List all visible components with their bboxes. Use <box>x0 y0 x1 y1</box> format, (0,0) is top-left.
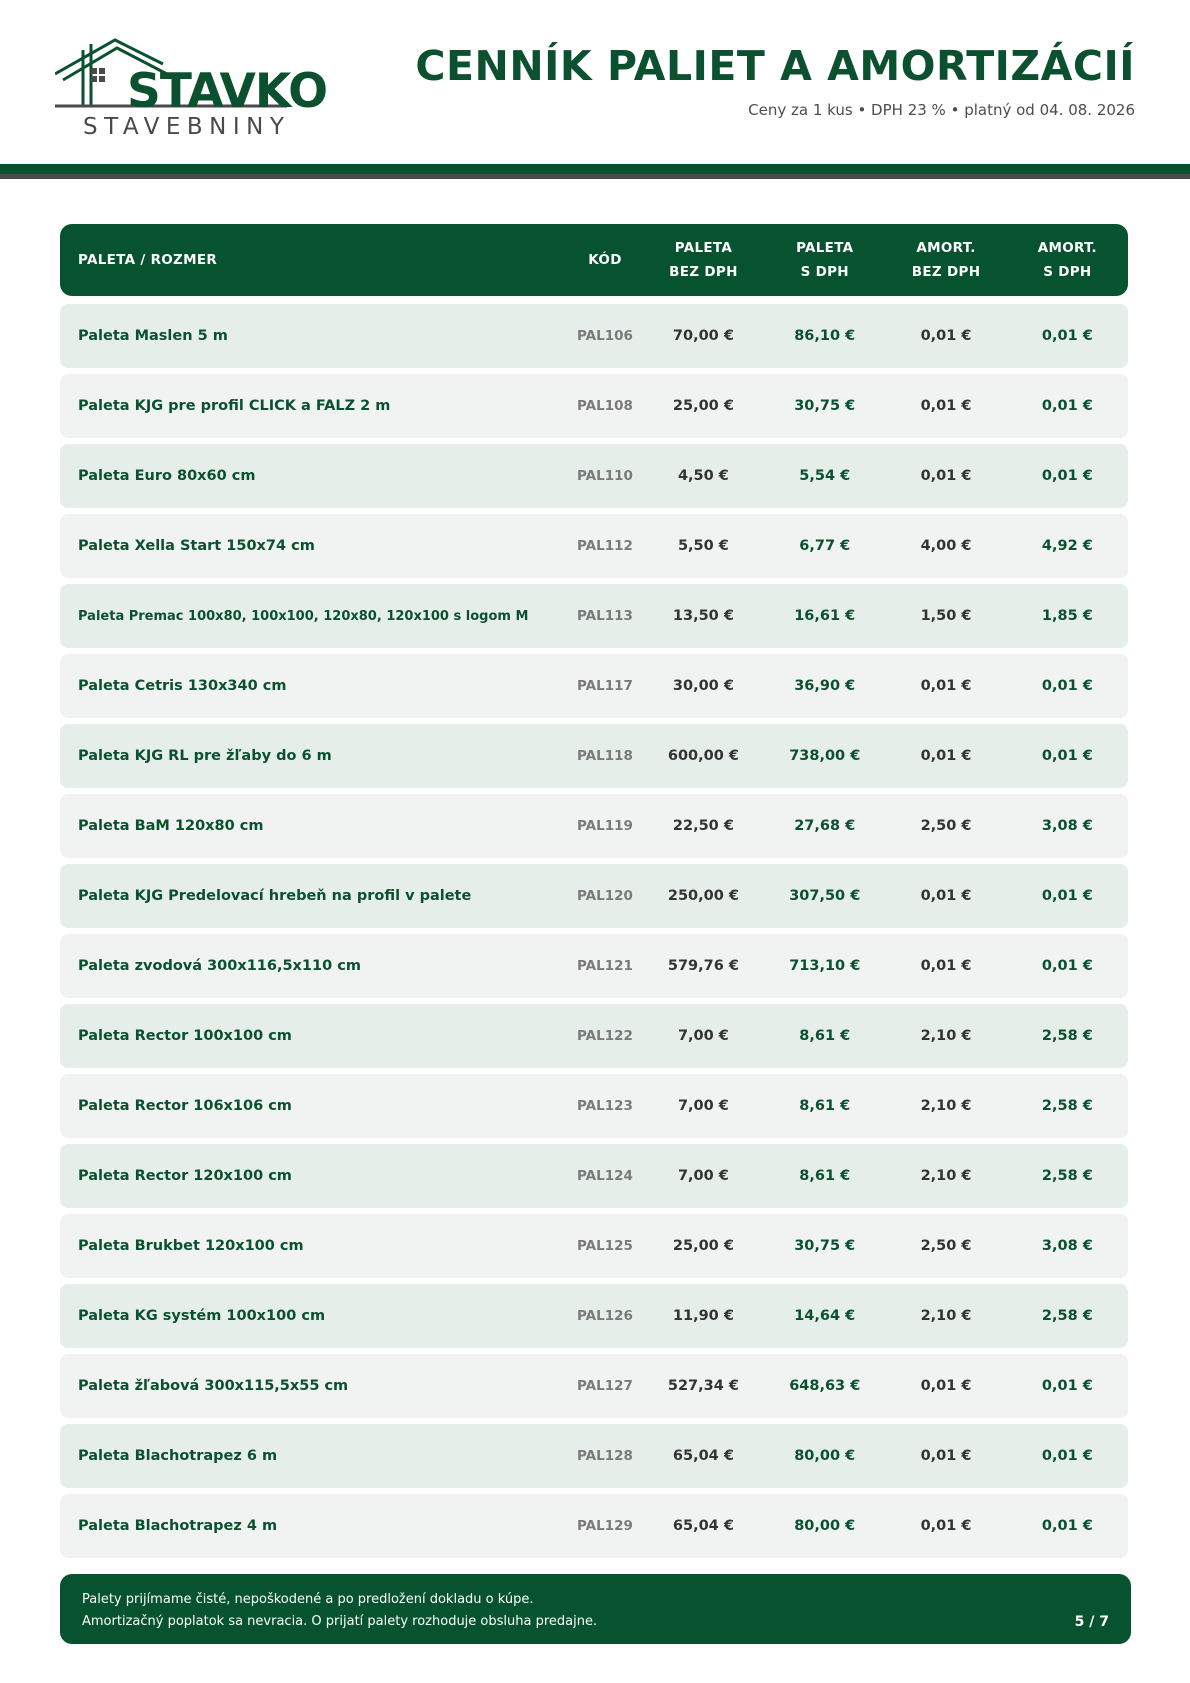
brand-tagline: STAVEBNINY <box>83 114 291 140</box>
row-amort-gross: 0,01 € <box>1041 958 1093 974</box>
row-pallet-gross: 738,00 € <box>789 748 861 764</box>
row-amort-net: 2,10 € <box>920 1028 972 1044</box>
row-name: Paleta žľabová 300x115,5x55 cm <box>78 1378 349 1394</box>
table-row <box>60 304 1128 368</box>
column-header-name: PALETA / ROZMER <box>78 252 218 268</box>
row-pallet-net: 527,34 € <box>667 1378 739 1394</box>
row-name: Paleta Blachotrapez 4 m <box>78 1518 278 1534</box>
table-row <box>60 654 1128 718</box>
column-header-code: KÓD <box>588 252 622 268</box>
row-amort-gross: 2,58 € <box>1041 1028 1093 1044</box>
row-name: Paleta Cetris 130x340 cm <box>78 678 287 694</box>
row-pallet-gross: 86,10 € <box>794 328 856 344</box>
row-pallet-gross: 80,00 € <box>794 1448 856 1464</box>
row-amort-gross: 0,01 € <box>1041 678 1093 694</box>
row-name: Paleta Maslen 5 m <box>78 328 228 344</box>
column-header-pallet-gross-line2: S DPH <box>800 264 849 280</box>
table-row <box>60 794 1128 858</box>
row-pallet-net: 65,04 € <box>672 1448 734 1464</box>
row-code: PAL129 <box>577 1518 633 1534</box>
row-code: PAL110 <box>577 468 633 484</box>
table-row <box>60 864 1128 928</box>
row-code: PAL122 <box>577 1028 633 1044</box>
row-pallet-gross: 8,61 € <box>799 1028 851 1044</box>
row-pallet-gross: 30,75 € <box>794 398 856 414</box>
column-header-amort-net <box>885 236 1006 284</box>
table-row <box>60 1284 1128 1348</box>
row-pallet-net: 25,00 € <box>672 398 734 414</box>
column-header-pallet-gross-line1: PALETA <box>796 240 854 256</box>
row-amort-net: 2,10 € <box>920 1308 972 1324</box>
table-row <box>60 1074 1128 1138</box>
column-header-pallet-gross <box>764 236 885 284</box>
footer-note-2: Amortizačný poplatok sa nevracia. O prijatí palety rozhoduje obsluha predajne. <box>82 1614 598 1629</box>
table-row <box>60 1354 1128 1418</box>
row-code: PAL117 <box>577 678 633 694</box>
row-name: Paleta Euro 80x60 cm <box>78 468 256 484</box>
row-amort-net: 0,01 € <box>920 678 972 694</box>
row-amort-gross: 2,58 € <box>1041 1168 1093 1184</box>
row-name: Paleta Blachotrapez 6 m <box>78 1448 278 1464</box>
row-amort-net: 1,50 € <box>920 608 972 624</box>
row-amort-gross: 0,01 € <box>1041 748 1093 764</box>
row-pallet-net: 65,04 € <box>672 1518 734 1534</box>
row-amort-gross: 0,01 € <box>1041 1448 1093 1464</box>
column-header-amort-gross <box>1007 236 1128 284</box>
row-name: Paleta Brukbet 120x100 cm <box>78 1238 304 1254</box>
row-pallet-gross: 80,00 € <box>794 1518 856 1534</box>
row-pallet-net: 250,00 € <box>667 888 739 904</box>
page-title: CENNÍK PALIET A AMORTIZÁCIÍ <box>415 42 1135 90</box>
row-code: PAL127 <box>577 1378 633 1394</box>
table-row <box>60 1494 1128 1558</box>
row-amort-gross: 0,01 € <box>1041 398 1093 414</box>
row-name: Paleta KJG pre profil CLICK a FALZ 2 m <box>78 398 391 414</box>
row-amort-net: 2,50 € <box>920 818 972 834</box>
row-pallet-net: 30,00 € <box>672 678 734 694</box>
row-code: PAL112 <box>577 538 633 554</box>
row-code: PAL120 <box>577 888 633 904</box>
row-name: Paleta KJG Predelovací hrebeň na profil v palete <box>78 888 472 904</box>
page-number: 5 / 7 <box>1074 1614 1109 1630</box>
row-pallet-gross: 8,61 € <box>799 1098 851 1114</box>
row-name: Paleta Rector 100x100 cm <box>78 1028 292 1044</box>
column-header-amort-net-line2: BEZ DPH <box>911 264 981 280</box>
row-name: Paleta Rector 120x100 cm <box>78 1168 292 1184</box>
row-pallet-net: 7,00 € <box>677 1028 729 1044</box>
row-name: Paleta Rector 106x106 cm <box>78 1098 292 1114</box>
column-header-amort-net-line1: AMORT. <box>916 240 976 256</box>
row-pallet-gross: 27,68 € <box>794 818 856 834</box>
row-pallet-net: 5,50 € <box>677 538 729 554</box>
row-amort-gross: 0,01 € <box>1041 468 1093 484</box>
row-amort-gross: 0,01 € <box>1041 1518 1093 1534</box>
row-amort-net: 2,10 € <box>920 1098 972 1114</box>
column-header-amort-gross-line1: AMORT. <box>1037 240 1097 256</box>
row-code: PAL126 <box>577 1308 633 1324</box>
row-amort-gross: 0,01 € <box>1041 1378 1093 1394</box>
row-pallet-gross: 8,61 € <box>799 1168 851 1184</box>
row-pallet-gross: 14,64 € <box>794 1308 856 1324</box>
row-pallet-gross: 6,77 € <box>799 538 851 554</box>
row-pallet-net: 579,76 € <box>667 958 739 974</box>
row-pallet-net: 70,00 € <box>672 328 734 344</box>
row-amort-net: 0,01 € <box>920 958 972 974</box>
row-pallet-net: 11,90 € <box>672 1308 734 1324</box>
row-pallet-net: 25,00 € <box>672 1238 734 1254</box>
row-amort-gross: 2,58 € <box>1041 1098 1093 1114</box>
row-name: Paleta Xella Start 150x74 cm <box>78 538 315 554</box>
table-row <box>60 1424 1128 1488</box>
table-row <box>60 444 1128 508</box>
row-amort-net: 0,01 € <box>920 1518 972 1534</box>
row-amort-net: 0,01 € <box>920 398 972 414</box>
page-subtitle: Ceny za 1 kus • DPH 23 % • platný od 04. 08. 2026 <box>748 101 1135 119</box>
row-name: Paleta zvodová 300x116,5x110 cm <box>78 958 361 974</box>
column-header-pallet-net-line2: BEZ DPH <box>669 264 738 280</box>
row-pallet-gross: 648,63 € <box>789 1378 861 1394</box>
row-amort-gross: 0,01 € <box>1041 328 1093 344</box>
row-amort-gross: 0,01 € <box>1041 888 1093 904</box>
row-code: PAL108 <box>577 398 633 414</box>
table-header <box>60 224 1128 296</box>
row-amort-net: 0,01 € <box>920 328 972 344</box>
row-name: Paleta KG systém 100x100 cm <box>78 1308 326 1324</box>
row-pallet-gross: 30,75 € <box>794 1238 856 1254</box>
row-pallet-gross: 16,61 € <box>794 608 856 624</box>
row-amort-gross: 1,85 € <box>1041 608 1093 624</box>
row-code: PAL123 <box>577 1098 633 1114</box>
row-name: Paleta KJG RL pre žľaby do 6 m <box>78 748 332 764</box>
row-amort-net: 0,01 € <box>920 748 972 764</box>
row-pallet-gross: 307,50 € <box>789 888 861 904</box>
row-code: PAL119 <box>577 818 633 834</box>
brand-name: STAVKO <box>127 64 328 119</box>
table-row <box>60 374 1128 438</box>
row-amort-gross: 3,08 € <box>1041 1238 1093 1254</box>
column-header-pallet-net-line1: PALETA <box>674 240 733 256</box>
table-row <box>60 724 1128 788</box>
row-amort-net: 0,01 € <box>920 468 972 484</box>
row-amort-gross: 2,58 € <box>1041 1308 1093 1324</box>
row-pallet-net: 7,00 € <box>677 1168 729 1184</box>
column-header-amort-gross-line2: S DPH <box>1043 264 1092 280</box>
table-row <box>60 584 1128 648</box>
header-divider <box>0 164 1190 174</box>
row-pallet-net: 600,00 € <box>667 748 739 764</box>
table-row <box>60 1004 1128 1068</box>
row-code: PAL106 <box>577 328 633 344</box>
page-header <box>0 0 1190 165</box>
row-pallet-net: 4,50 € <box>677 468 729 484</box>
header-divider-accent <box>0 174 1190 179</box>
row-amort-net: 2,50 € <box>920 1238 972 1254</box>
table-row <box>60 1214 1128 1278</box>
row-code: PAL113 <box>577 608 633 624</box>
row-pallet-gross: 36,90 € <box>794 678 856 694</box>
row-pallet-gross: 5,54 € <box>799 468 851 484</box>
row-amort-gross: 4,92 € <box>1041 538 1093 554</box>
row-pallet-net: 13,50 € <box>672 608 734 624</box>
row-amort-net: 0,01 € <box>920 888 972 904</box>
row-code: PAL125 <box>577 1238 633 1254</box>
row-pallet-net: 7,00 € <box>677 1098 729 1114</box>
row-code: PAL121 <box>577 958 633 974</box>
stavko-logo <box>55 36 328 141</box>
table-body <box>60 304 1128 1558</box>
row-name: Paleta Premac 100x80, 100x100, 120x80, 120x100 s logom M <box>78 608 529 624</box>
row-pallet-gross: 713,10 € <box>789 958 861 974</box>
row-amort-net: 2,10 € <box>920 1168 972 1184</box>
table-row <box>60 1144 1128 1208</box>
price-table <box>60 224 1128 1558</box>
row-pallet-net: 22,50 € <box>672 818 734 834</box>
column-header-pallet-net <box>643 236 764 284</box>
row-amort-net: 0,01 € <box>920 1378 972 1394</box>
row-amort-net: 4,00 € <box>920 538 972 554</box>
footer-note-1: Palety prijímame čisté, nepoškodené a po predložení dokladu o kúpe. <box>82 1592 534 1607</box>
page-footer <box>60 1574 1131 1644</box>
row-amort-net: 0,01 € <box>920 1448 972 1464</box>
table-row <box>60 934 1128 998</box>
table-row <box>60 514 1128 578</box>
row-code: PAL118 <box>577 748 633 764</box>
row-amort-gross: 3,08 € <box>1041 818 1093 834</box>
row-code: PAL128 <box>577 1448 633 1464</box>
row-name: Paleta BaM 120x80 cm <box>78 818 264 834</box>
row-code: PAL124 <box>577 1168 633 1184</box>
